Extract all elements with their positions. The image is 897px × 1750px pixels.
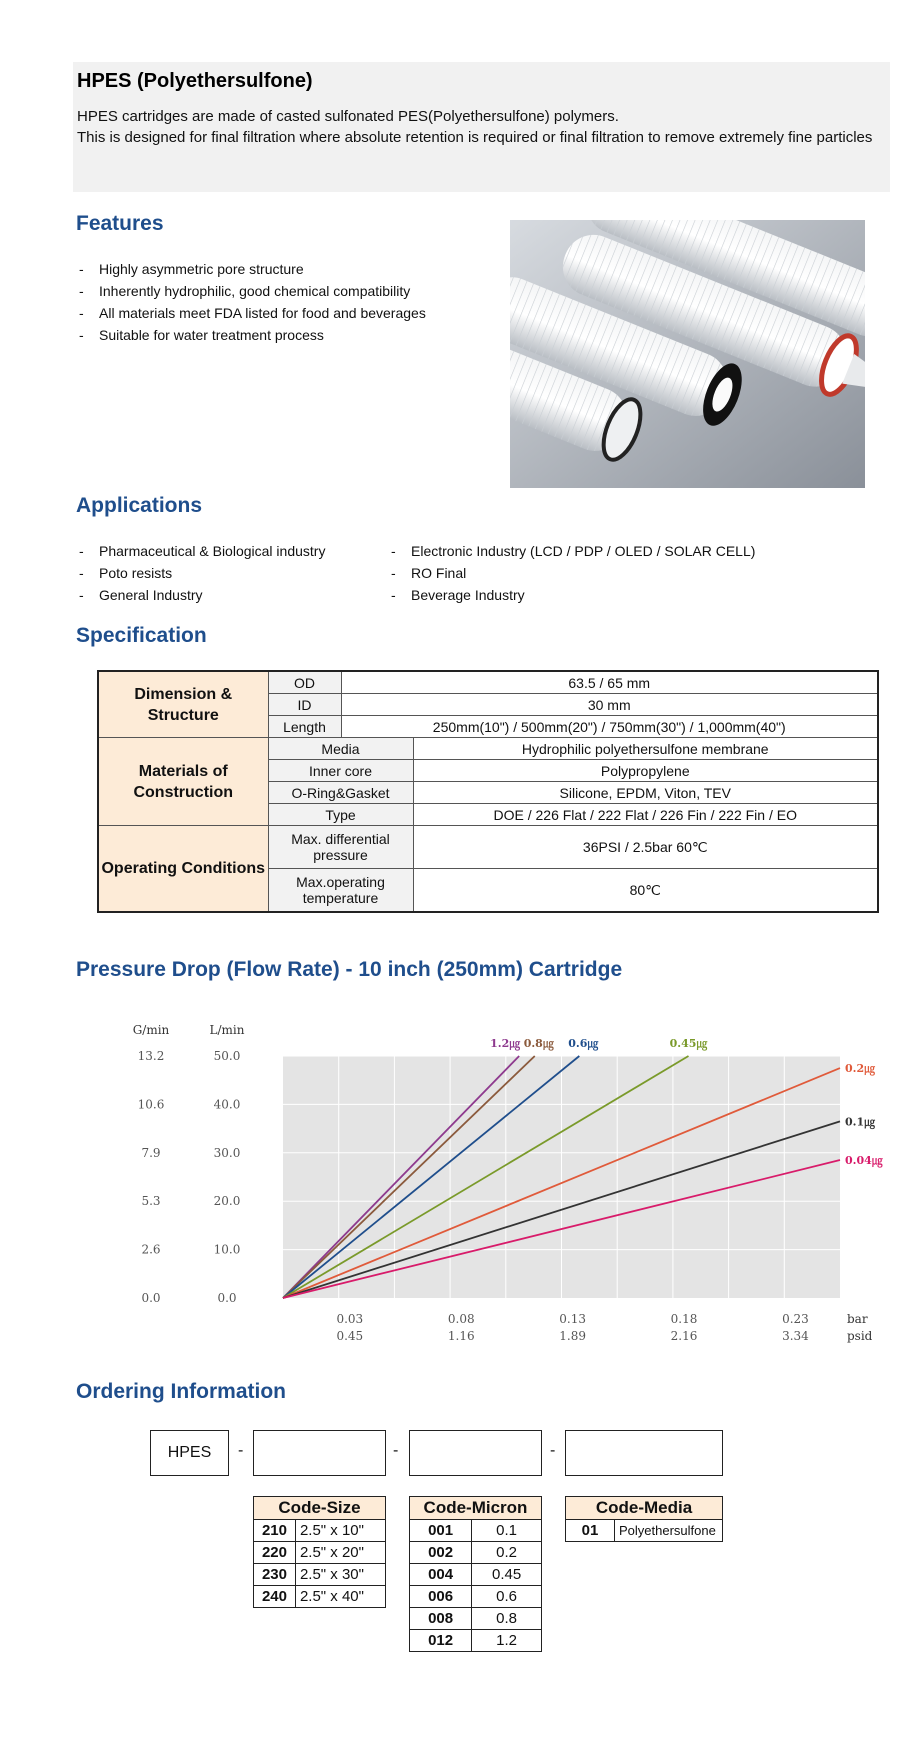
list-item: - Electronic Industry (LCD / PDP / OLED / SOLAR CELL): [388, 540, 755, 562]
intro-panel: [73, 62, 890, 192]
list-item: - Pharmaceutical & Biological industry: [76, 540, 325, 562]
page-title: HPES (Polyethersulfone): [77, 70, 313, 92]
size-value: 2.5" x 40": [295, 1586, 385, 1608]
y-tick-label-lmin: 40.0: [213, 1097, 241, 1112]
type-value: DOE / 226 Flat / 222 Flat / 226 Fin / 222 Fin / EO: [413, 804, 878, 826]
micron-code: 001: [410, 1520, 472, 1542]
x-tick-label-psid: 2.16: [670, 1329, 698, 1343]
y-tick-label-gmin: 0.0: [141, 1291, 161, 1305]
micron-value: 0.2: [472, 1542, 542, 1564]
table-row: [410, 1630, 542, 1652]
list-item: - Inherently hydrophilic, good chemical compatibility: [76, 280, 426, 302]
x-tick-label-bar: 0.18: [670, 1312, 698, 1326]
micron-value: 0.8: [472, 1608, 542, 1630]
micron-code: 002: [410, 1542, 472, 1564]
separator: -: [238, 1442, 244, 1459]
table-row: [254, 1542, 386, 1564]
pressure-drop-chart: [130, 1010, 897, 1350]
max-diff-label: Max. differential pressure: [268, 826, 413, 869]
size-code: 230: [254, 1564, 296, 1586]
y-tick-label-lmin: 0.0: [217, 1291, 237, 1305]
applications-heading: Applications: [76, 494, 203, 517]
y-tick-label-lmin: 30.0: [213, 1145, 241, 1160]
list-item: - All materials meet FDA listed for food and beverages: [76, 302, 426, 324]
list-item: - Suitable for water treatment process: [76, 324, 426, 346]
intro-line-1: HPES cartridges are made of casted sulfonated PES(Polyethersulfone) polymers.: [77, 108, 619, 125]
x-tick-label-bar: 0.13: [559, 1312, 586, 1326]
separator: -: [550, 1442, 556, 1459]
table-row: [254, 1520, 386, 1542]
materials-group: Materials of Construction: [98, 738, 268, 826]
id-label: ID: [268, 694, 341, 716]
media-value: Polyethersulfone: [615, 1520, 723, 1542]
series-label: 0.8㎍: [523, 1037, 554, 1050]
micron-value: 0.45: [472, 1564, 542, 1586]
media-value: Hydrophilic polyethersulfone membrane: [413, 738, 878, 760]
x-tick-label-psid: 1.16: [447, 1329, 475, 1343]
max-diff-value: 36PSI / 2.5bar 60℃: [413, 826, 878, 869]
list-item: - Poto resists: [76, 562, 325, 584]
x-axis-label-psid: psid: [847, 1329, 873, 1343]
specification-heading: Specification: [76, 624, 207, 647]
y-axis-label-lmin: L/min: [209, 1023, 245, 1037]
table-row: [410, 1608, 542, 1630]
x-tick-label-psid: 3.34: [782, 1329, 809, 1343]
x-tick-label-psid: 1.89: [559, 1329, 586, 1343]
micron-value: 0.1: [472, 1520, 542, 1542]
micron-value: 0.6: [472, 1586, 542, 1608]
x-tick-label-bar: 0.08: [447, 1312, 475, 1326]
micron-code: 008: [410, 1608, 472, 1630]
y-axis-label-gmin: G/min: [132, 1023, 170, 1037]
inner-core-value: Polypropylene: [413, 760, 878, 782]
pressure-drop-heading: Pressure Drop (Flow Rate) - 10 inch (250mm) Cartridge: [76, 958, 623, 981]
features-list: [76, 258, 426, 346]
table-row: [410, 1542, 542, 1564]
series-label: 1.2㎍: [490, 1037, 521, 1050]
y-tick-label-lmin: 50.0: [213, 1049, 241, 1063]
od-label: OD: [268, 671, 341, 694]
table-row: [254, 1586, 386, 1608]
size-value: 2.5" x 20": [295, 1542, 385, 1564]
inner-core-label: Inner core: [268, 760, 413, 782]
intro-description: [77, 106, 877, 148]
y-tick-label-gmin: 10.6: [137, 1097, 165, 1112]
max-temp-label: Max.operating temperature: [268, 869, 413, 913]
code-micron-table: [409, 1496, 542, 1652]
series-label: 0.6㎍: [568, 1037, 599, 1050]
features-heading: Features: [76, 212, 164, 235]
cartridge-photo: [510, 220, 865, 488]
code-size-table: [253, 1496, 386, 1608]
dimension-group: Dimension & Structure: [98, 671, 268, 738]
y-tick-label-gmin: 7.9: [141, 1145, 161, 1160]
size-value: 2.5" x 10": [295, 1520, 385, 1542]
max-temp-value: 80℃: [413, 869, 878, 913]
table-row: [566, 1520, 723, 1542]
size-code-box[interactable]: [253, 1430, 386, 1476]
micron-code-box[interactable]: [409, 1430, 542, 1476]
y-tick-label-gmin: 5.3: [141, 1194, 161, 1209]
applications-list-left: [76, 540, 325, 606]
table-row: [410, 1520, 542, 1542]
x-tick-label-bar: 0.03: [336, 1312, 364, 1326]
micron-value: 1.2: [472, 1630, 542, 1652]
type-label: Type: [268, 804, 413, 826]
applications-list-right: [388, 540, 755, 606]
y-tick-label-lmin: 20.0: [213, 1194, 241, 1209]
y-tick-label-gmin: 2.6: [141, 1242, 161, 1257]
x-tick-label-psid: 0.45: [336, 1329, 364, 1343]
series-label: 0.45㎍: [669, 1037, 708, 1050]
length-value: 250mm(10") / 500mm(20") / 750mm(30") / 1,000mm(40"): [341, 716, 878, 738]
operating-group: Operating Conditions: [98, 826, 268, 913]
list-item: - General Industry: [76, 584, 325, 606]
media-code-box[interactable]: [565, 1430, 723, 1476]
table-row: [410, 1586, 542, 1608]
od-value: 63.5 / 65 mm: [341, 671, 878, 694]
separator: -: [393, 1442, 399, 1459]
table-row: [410, 1564, 542, 1586]
series-label: 0.2㎍: [845, 1062, 876, 1076]
x-tick-label-bar: 0.23: [782, 1312, 809, 1326]
y-tick-label-lmin: 10.0: [213, 1242, 241, 1257]
prefix-box: HPES: [150, 1430, 229, 1476]
code-media-table: [565, 1496, 723, 1542]
code-media-header: Code-Media: [566, 1497, 723, 1520]
size-code: 240: [254, 1586, 296, 1608]
list-item: - Beverage Industry: [388, 584, 755, 606]
y-tick-label-gmin: 13.2: [137, 1049, 165, 1063]
size-code: 210: [254, 1520, 296, 1542]
ordering-heading: Ordering Information: [76, 1380, 286, 1403]
specification-table: [97, 670, 879, 913]
series-label: 0.04㎍: [845, 1154, 883, 1168]
size-value: 2.5" x 30": [295, 1564, 385, 1586]
series-label: 0.1㎍: [845, 1115, 876, 1129]
code-size-header: Code-Size: [254, 1497, 386, 1520]
table-row: [254, 1564, 386, 1586]
id-value: 30 mm: [341, 694, 878, 716]
media-code: 01: [566, 1520, 615, 1542]
micron-code: 004: [410, 1564, 472, 1586]
media-label: Media: [268, 738, 413, 760]
micron-code: 006: [410, 1586, 472, 1608]
oring-label: O-Ring&Gasket: [268, 782, 413, 804]
oring-value: Silicone, EPDM, Viton, TEV: [413, 782, 878, 804]
code-micron-header: Code-Micron: [410, 1497, 542, 1520]
length-label: Length: [268, 716, 341, 738]
list-item: - Highly asymmetric pore structure: [76, 258, 426, 280]
x-axis-label-bar: bar: [847, 1312, 868, 1326]
size-code: 220: [254, 1542, 296, 1564]
list-item: - RO Final: [388, 562, 755, 584]
intro-line-2: This is designed for final filtration where absolute retention is required or final filtration to remove extremely fine particles: [77, 129, 873, 146]
micron-code: 012: [410, 1630, 472, 1652]
